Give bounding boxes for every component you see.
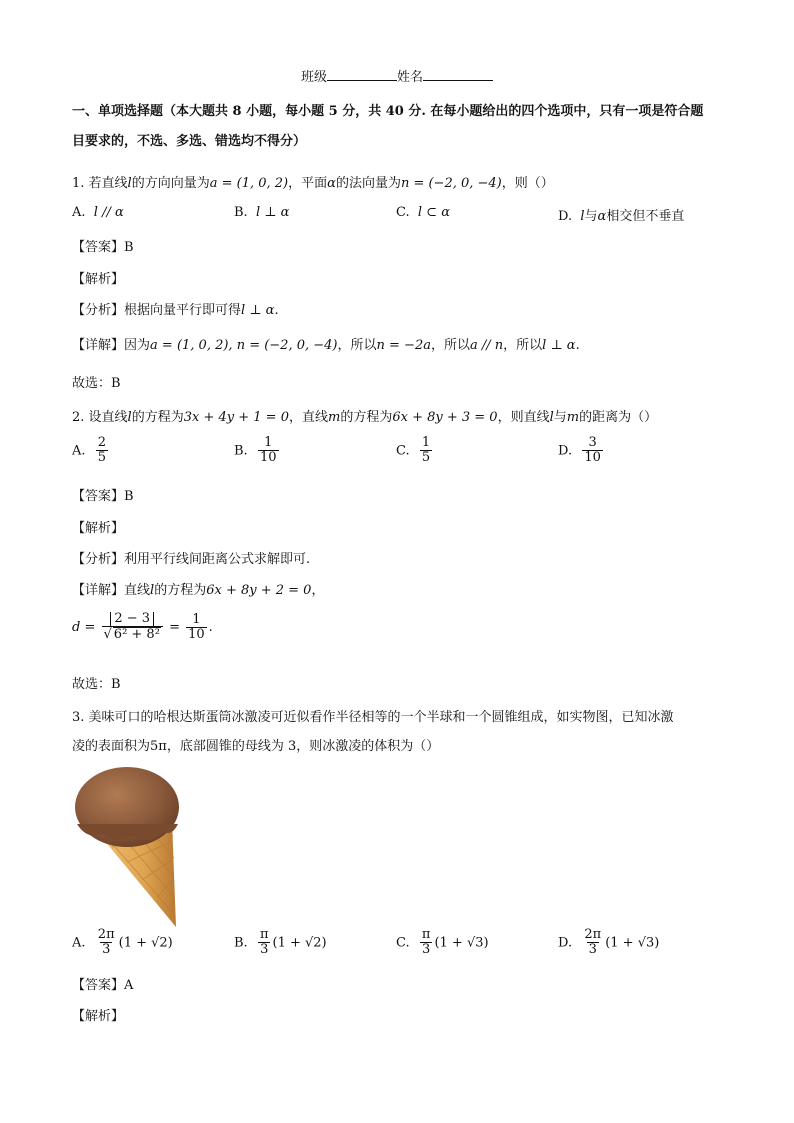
- name-blank: [423, 68, 493, 81]
- ice-cream-cone-svg: [72, 762, 182, 927]
- q3-stem-line1: 3. 美味可口的哈根达斯蛋筒冰激凌可近似看作半径相等的一个半球和一个圆锥组成，如实物图，已知冰激: [72, 710, 674, 725]
- class-label: 班级: [300, 70, 327, 85]
- q2-conclusion: 故选：B: [72, 677, 121, 692]
- q2-analysis-tag: 【解析】: [72, 521, 125, 536]
- q1-xiangjie: 【详解】因为a = (1, 0, 2), n = (−2, 0, −4)，所以n = −2a，所以a // n，所以l ⊥ α.: [72, 338, 580, 353]
- q1-vector-n: n = (−2, 0, −4): [400, 176, 502, 191]
- q2-option-c: C. $\frac{1}{5}$: [396, 435, 431, 466]
- q1-option-d: D. l与α相交但不垂直: [558, 209, 685, 224]
- q3-option-a: A. $\frac{2\pi}{3}$ (1 + √2): [72, 927, 173, 958]
- q2-option-a: A. $\frac{2}{5}$: [72, 435, 107, 466]
- q1-analysis-tag: 【解析】: [72, 272, 125, 287]
- q3-answer: 【答案】A: [72, 978, 134, 993]
- section-title-line1: 一、单项选择题（本大题共 8 小题，每小题 5 分，共 40 分. 在每小题给出的四个选项中，只有一项是符合题: [72, 104, 704, 119]
- q2-option-d: D. $\frac{3}{10}$: [558, 435, 601, 466]
- q1-answer: 【答案】B: [72, 240, 134, 255]
- header-line: [0, 66, 794, 85]
- q3-option-b: B. $\frac{\pi}{3}$ (1 + √2): [234, 927, 327, 958]
- class-blank: [327, 68, 397, 81]
- q2-fenxi: 【分析】利用平行线间距离公式求解即可.: [72, 552, 311, 567]
- q2-distance-formula: d = $\frac{2 - 3}{\text{√ 6² + 8²}}$ = $\frac{1}{10}$ .: [72, 611, 213, 643]
- q3-option-d: D. $\frac{2\pi}{3}$ (1 + √3): [558, 927, 660, 958]
- q2-option-b: B. $\frac{1}{10}$: [234, 435, 277, 466]
- q1-option-b: B. l ⊥ α: [234, 205, 290, 220]
- q3-analysis-tag: 【解析】: [72, 1009, 125, 1024]
- name-label: 姓名: [397, 70, 424, 85]
- q1-fenxi: 【分析】根据向量平行即可得l ⊥ α.: [72, 303, 279, 318]
- q2-xiangjie: 【详解】直线l的方程为6x + 8y + 2 = 0，: [72, 583, 325, 598]
- q1-vector-a: a = (1, 0, 2): [209, 176, 289, 191]
- q1-stem: 1. 若直线l的方向向量为a = (1, 0, 2)，平面α的法向量为n = (−2, 0, −4)，则（）: [72, 176, 554, 191]
- ice-cream-cone-image: [72, 762, 182, 927]
- q1-option-a: A. l // α: [72, 205, 124, 220]
- q2-answer: 【答案】B: [72, 489, 134, 504]
- q3-stem-line2: 凌的表面积为5π，底部圆锥的母线为 3，则冰激凌的体积为（）: [72, 739, 440, 754]
- q3-option-c: C. $\frac{\pi}{3}$ (1 + √3): [396, 927, 489, 958]
- section-title-line2: 目要求的，不选、多选、错选均不得分）: [72, 134, 307, 149]
- q1-option-c: C. l ⊂ α: [396, 205, 450, 220]
- q1-conclusion: 故选：B: [72, 376, 121, 391]
- q2-stem: 2. 设直线l的方程为3x + 4y + 1 = 0，直线m的方程为6x + 8y + 3 = 0，则直线l与m的距离为（）: [72, 410, 658, 425]
